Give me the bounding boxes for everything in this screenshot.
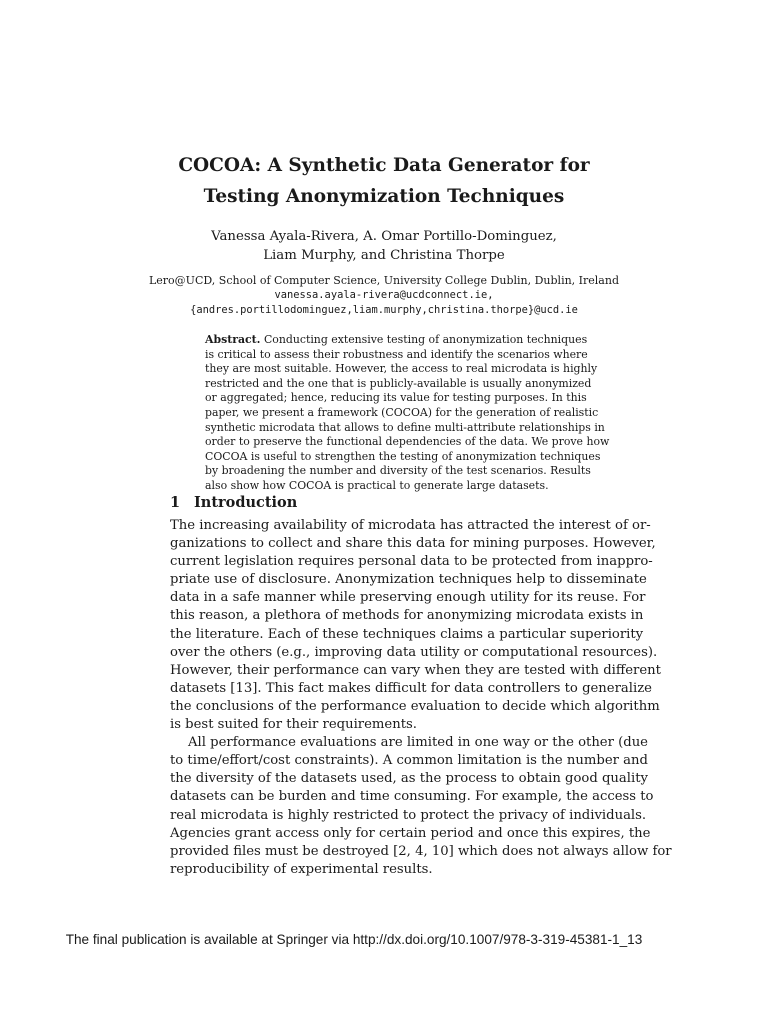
title-line-1: COCOA: A Synthetic Data Generator for [178, 155, 590, 176]
body-line: ganizations to collect and share this data for mining purposes. However, [170, 536, 656, 552]
body-line: the literature. Each of these techniques claims a particular superiority [170, 626, 644, 642]
body-line: datasets can be burden and time consuming. For example, the access to [170, 789, 654, 805]
authors-line-2: Liam Murphy, and Christina Thorpe [263, 248, 505, 263]
abstract-line-text: Conducting extensive testing of anonymization techniques [263, 333, 588, 346]
title-line-2: Testing Anonymization Techniques [203, 186, 565, 207]
abstract-line: by broadening the number and diversity of the test scenarios. Results [205, 464, 591, 478]
authors-line-1: Vanessa Ayala-Rivera, A. Omar Portillo-Dominguez, [211, 229, 557, 244]
author-list [0, 227, 768, 265]
body-line: real microdata is highly restricted to protect the privacy of individuals. [170, 807, 647, 823]
abstract-line: paper, we present a framework (COCOA) for the generation of realistic [205, 405, 599, 419]
affiliation: Lero@UCD, School of Computer Science, University College Dublin, Dublin, Ireland [148, 274, 619, 287]
abstract-line: they are most suitable. However, the access to real microdata is highly [205, 362, 598, 376]
abstract-line: or aggregated; hence, reducing its value for testing purposes. In this [205, 391, 587, 405]
abstract-line: is critical to assess their robustness and identify the scenarios where [205, 347, 588, 361]
section-number: 1 [170, 494, 181, 511]
abstract [205, 333, 610, 494]
body-text [170, 517, 672, 879]
abstract-line: synthetic microdata that allows to define multi-attribute relationships in [205, 420, 605, 434]
section-title: Introduction [194, 494, 298, 511]
publication-footer: The final publication is available at Springer via http://dx.doi.org/10.1007/978-3-319-45381-1_13 [65, 932, 643, 947]
body-line: the diversity of the datasets used, as the process to obtain good quality [170, 771, 648, 787]
body-line: this reason, a plethora of methods for anonymizing microdata exists in [170, 608, 644, 624]
body-line: priate use of disclosure. Anonymization techniques help to disseminate [170, 572, 647, 588]
email-1: vanessa.ayala-rivera@ucdconnect.ie, [274, 289, 494, 301]
body-line: provided files must be destroyed [2, 4, 10] which does not always allow for [170, 843, 672, 859]
body-line: to time/effort/cost constraints). A common limitation is the number and [170, 753, 648, 769]
email-2: {andres.portillodominguez,liam.murphy,christina.thorpe}@ucd.ie [190, 304, 578, 316]
body-line: Agencies grant access only for certain period and once this expires, the [170, 825, 651, 841]
body-line: All performance evaluations are limited in one way or the other (due [188, 735, 648, 751]
body-line: current legislation requires personal data to be protected from inappro- [170, 554, 653, 570]
affiliation-block [0, 273, 768, 318]
body-line: datasets [13]. This fact makes difficult for data controllers to generalize [170, 680, 652, 696]
paper-title [0, 150, 768, 212]
body-line: is best suited for their requirements. [170, 717, 417, 733]
section-heading [170, 493, 297, 513]
abstract-line: order to preserve the functional dependencies of the data. We prove how [205, 435, 610, 449]
abstract-label: Abstract. [205, 333, 261, 346]
body-line: reproducibility of experimental results. [170, 861, 433, 877]
abstract-line: restricted and the one that is publicly-available is usually anonymized [205, 376, 592, 390]
body-line: data in a safe manner while preserving enough utility for its reuse. For [170, 590, 646, 606]
body-line: the conclusions of the performance evaluation to decide which algorithm [170, 698, 660, 714]
abstract-line [205, 333, 588, 348]
body-line: The increasing availability of microdata has attracted the interest of or- [170, 518, 651, 533]
body-line: However, their performance can vary when they are tested with different [170, 662, 661, 678]
abstract-line: COCOA is useful to strengthen the testing of anonymization techniques [205, 449, 601, 463]
abstract-line: also show how COCOA is practical to generate large datasets. [205, 478, 549, 492]
body-line: over the others (e.g., improving data utility or computational resources). [170, 644, 658, 660]
